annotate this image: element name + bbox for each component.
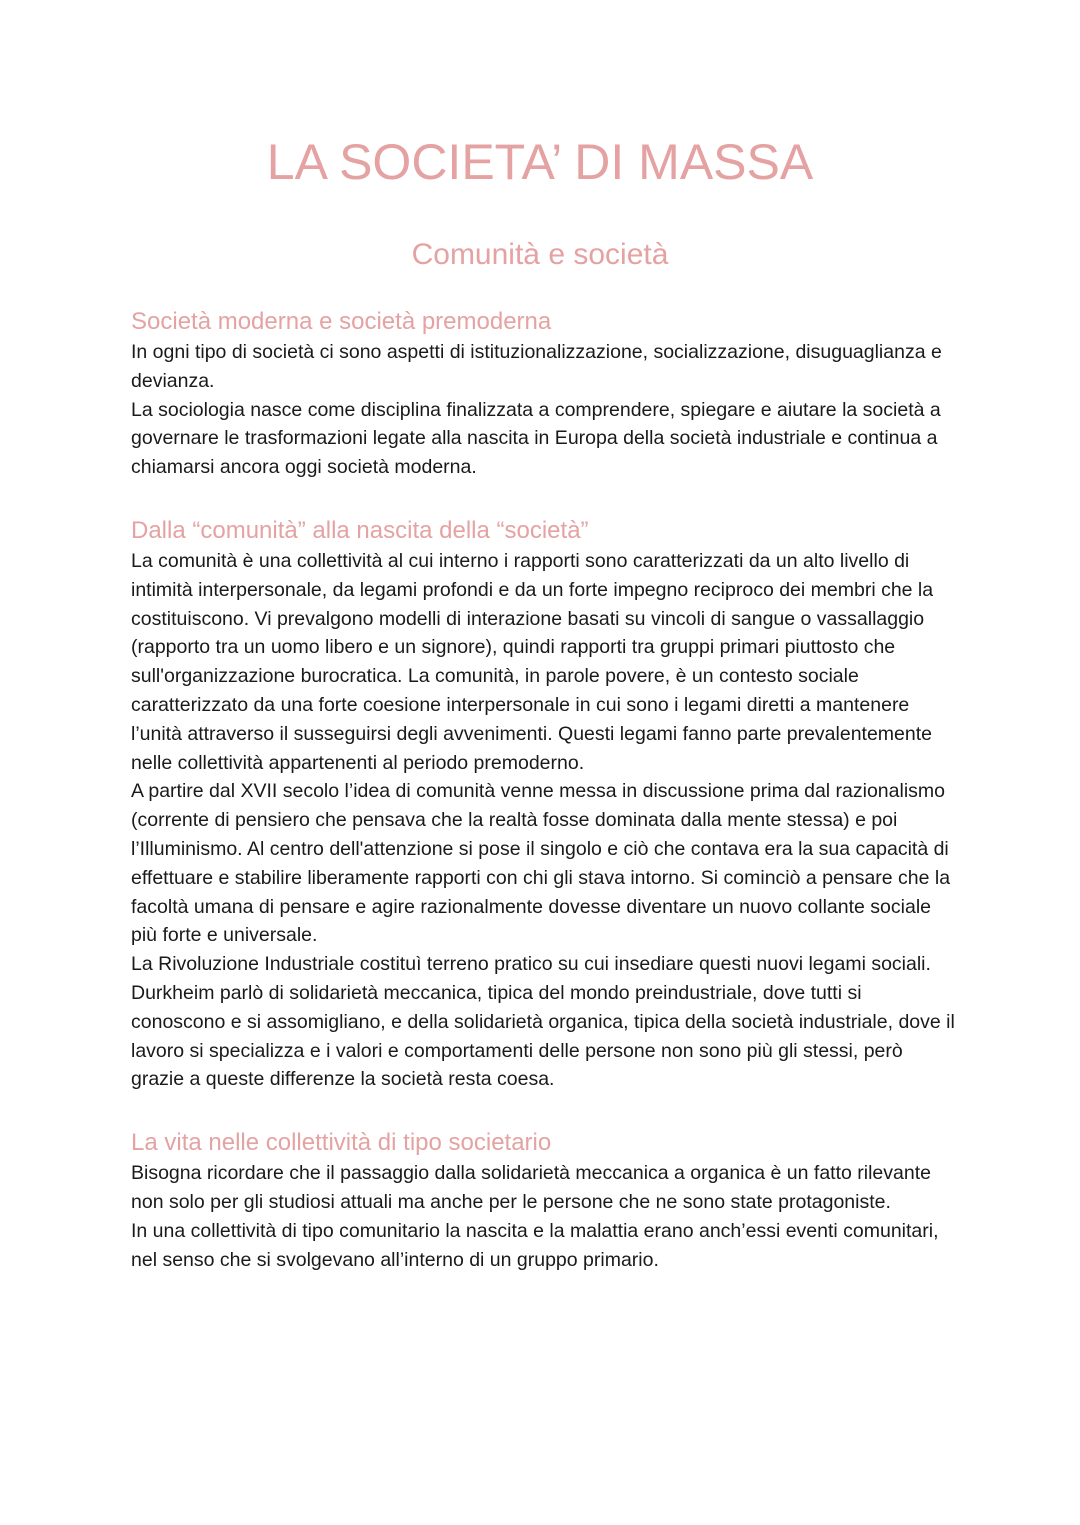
paragraph: Durkheim parlò di solidarietà meccanica, tipica del mondo preindustriale, dove tutti si conoscono e si assomigliano, e della solidarietà organica, tipica della società industriale, dove il lavoro si specializza e i valori e comportamenti delle persone non sono più gli stessi, però grazie a queste differenze la società resta coesa.	[131, 981, 955, 1091]
paragraph: In una collettività di tipo comunitario la nascita e la malattia erano anch’essi eventi comunitari, nel senso che si svolgevano all’interno di un gruppo primario.	[131, 1219, 939, 1271]
section-comunita-societa	[131, 515, 961, 1094]
paragraph: A partire dal XVII secolo l’idea di comunità venne messa in discussione prima dal razionalismo (corrente di pensiero che pensava che la realtà fosse dominata dalla mente stessa) e poi l’Illuminismo. Al centro dell'attenzione si pose il singolo e ciò che contava era la sua capacità di effettuare e stabilire liberamente rapporti con chi gli stava intorno. Si cominciò a pensare che la facoltà umana di pensare e agire razionalmente dovesse diventare un nuovo collante sociale più forte e universale.	[131, 780, 951, 947]
paragraph: In ogni tipo di società ci sono aspetti di istituzionalizzazione, socializzazione, disuguaglianza e devianza.	[131, 341, 942, 392]
document-subtitle: Comunità e società	[411, 238, 669, 271]
paragraph: La Rivoluzione Industriale costituì terreno pratico su cui insediare questi nuovi legami sociali.	[131, 953, 931, 976]
paragraph: La sociologia nasce come disciplina finalizzata a comprendere, spiegare e aiutare la società a governare le trasformazioni legate alla nascita in Europa della società industriale e continua a chiamarsi ancora oggi società moderna.	[131, 398, 941, 479]
paragraph: Bisogna ricordare che il passaggio dalla solidarietà meccanica a organica è un fatto rilevante non solo per gli studiosi attuali ma anche per le persone che ne sono state protagoniste.	[131, 1162, 931, 1213]
section-heading: La vita nelle collettività di tipo societario	[131, 1129, 552, 1157]
document-body	[131, 306, 961, 1307]
section-vita-collettivita	[131, 1127, 961, 1274]
section-heading: Dalla “comunità” alla nascita della “società”	[131, 516, 589, 544]
document-title: LA SOCIETA’ DI MASSA	[266, 134, 814, 190]
section-societa-moderna	[131, 306, 961, 482]
section-heading: Società moderna e società premoderna	[131, 308, 552, 335]
paragraph: La comunità è una collettività al cui interno i rapporti sono caratterizzati da un alto livello di intimità interpersonale, da legami profondi e da un forte impegno reciproco dei membri che la costituiscono. Vi prevalgono modelli di interazione basati su vincoli di sangue o vassallaggio (rapporto tra un uomo libero e un signore), quindi rapporti tra gruppi primari piuttosto che sull'organizzazione burocratica. La comunità, in parole povere, è un contesto sociale caratterizzato da una forte coesione interpersonale in cui sono i legami diretti a mantenere l’unità attraverso il susseguirsi degli avvenimenti. Questi legami fanno parte prevalentemente nelle collettività appartenenti al periodo premoderno.	[131, 549, 934, 774]
